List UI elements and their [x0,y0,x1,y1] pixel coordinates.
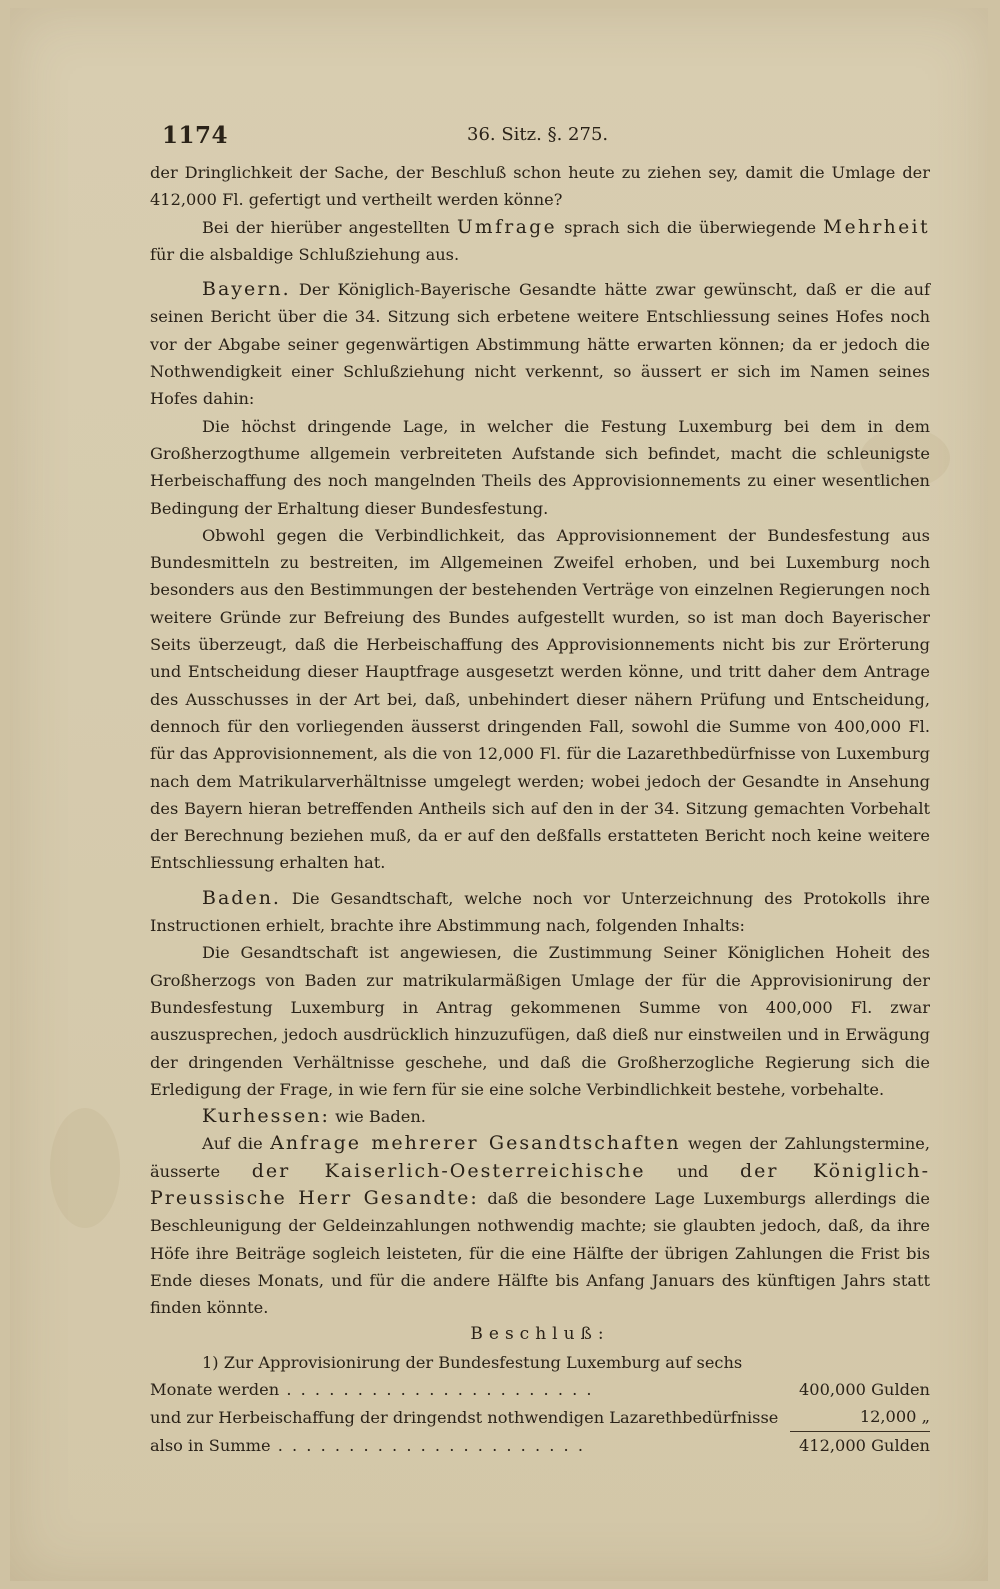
paragraph-lage: Die höchst dringende Lage, in welcher die Festung Luxemburg bei dem in dem Großherzogthume allgemein verbreiteten Aufstande sich befindet, macht die schleunigste Herbeischaffung des noch mangelnden Theils des Approvisionnements zu einer wesentlichen Bedingung der Erhaltung dieser Bundesfestung. [150,416,930,518]
emphasis-mehrheit: Mehrheit [823,216,931,238]
paragraph-obwohl: Obwohl gegen die Verbindlichkeit, das Approvisionnement der Bundesfestung aus Bundesmitteln zu bestreiten, im Allgemeinen Zweifel erhoben, und bei Luxemburg noch besonders aus den Bestimmungen der bestehenden Verträge von einzelnen Regierungen noch weitere Gründe zur Befreiung des Bundes aufgestellt wurden, so ist man doch Bayerischer Seits überzeugt, daß die Herbeischaffung des Approvisionnements nicht bis zur Erörterung und Entscheidung dieser Hauptfrage ausgesetzt werden könne, und tritt daher dem Antrage des Ausschusses in der Art bei, daß, unbehindert dieser nähern Prüfung und Entscheidung, dennoch für den vorliegenden äusserst dringenden Fall, sowohl die Summe von 400,000 Fl. für das Approvisionnement, als die von 12,000 Fl. für die Lazarethbedürfnisse von Luxemburg nach dem Matrikularverhältnisse umgelegt werden; wobei jedoch der Gesandte in Ansehung des Bayern hieran betreffenden Antheils sich auf den in der 34. Sitzung gemachten Vorbehalt der Berechnung beziehen muß, da er auf den deßfalls erstatteten Bericht noch keine weitere Entschliessung erhalten hat. [150,525,930,873]
sum-row [150,1403,930,1431]
page-header [162,122,942,156]
leader-dots [271,1436,585,1455]
text: sprach sich die überwiegende [557,217,824,237]
paragraph-baden [150,885,930,940]
text: wie Baden. [329,1107,426,1127]
paragraph-umfrage [150,214,930,269]
text: Der Königlich-Bayerische Gesandte hätte zwar gewünscht, daß er die auf seinen Bericht über die 34. Sitzung sich erbetene weitere Entschliessung seines Hofes noch vor der Abgabe seiner gegenwärtigen Abstimmung hätte erwarten können; da er jedoch die Nothwendigkeit einer Schlußziehung nicht verkennt, so äussert er sich im Namen seines Hofes dahin: [150,280,930,409]
sum-row-value: 12,000 „ [859,1407,930,1427]
text: Bei der hierüber angestellten [202,217,457,237]
text: also in Summe [150,1435,271,1455]
resolution-item-1: 1) Zur Approvisionirung der Bundesfestung Luxemburg auf sechs [202,1352,743,1372]
paragraph-anfrage [150,1130,930,1321]
text: daß die besondere Lage Luxemburgs allerdings die Beschleunigung der Geldeinzahlungen nothwendig machte; sie glaubten jedoch, daß, da ihre Höfe ihre Beiträge sogleich leisteten, für die eine Hälfte der übrigen Zahlungen die Frist bis Ende dieses Monats, und für die andere Hälfte bis Anfang Januars des künftigen Jahrs statt finden könnte. [150,1188,930,1318]
leader-dots [279,1380,593,1399]
text: Auf die [202,1134,271,1154]
sum-row-description [150,1376,790,1403]
emphasis-oesterreich: der Kaiserlich-Oesterreichische [251,1159,646,1182]
sum-row-total [150,1431,930,1459]
paragraph-continuation: der Dringlichkeit der Sache, der Beschluß schon heute zu ziehen sey, damit die Umlage der 412,000 Fl. gefertigt und vertheilt werden könne? [150,163,930,210]
text: Monate werden [150,1380,280,1400]
running-head: 36. Sitz. §. 275. [467,124,609,145]
paragraph-bayern [150,276,930,412]
sum-row-description [150,1431,790,1459]
text: wegen der Zahlungstermine, äusserte [150,1134,930,1181]
sum-row-value: 400,000 Gulden [799,1380,930,1400]
text: Die Gesandtschaft, welche noch vor Unterzeichnung des Protokolls ihre Instructionen erhielt, brachte ihre Abstimmung nach, folgenden Inhalts: [150,888,930,936]
document-body [150,159,930,1459]
text: für die alsbaldige Schlußziehung aus. [150,244,460,264]
state-label-kurhessen: Kurhessen: [202,1105,330,1128]
sum-total-value: 412,000 Gulden [790,1431,930,1459]
state-label-bayern: Bayern. [202,278,291,301]
beschluss-heading: Beschluß: [470,1324,610,1345]
page-number: 1174 [162,122,229,149]
paragraph-gesandtschaft: Die Gesandtschaft ist angewiesen, die Zustimmung Seiner Königlichen Hoheit des Großherzogs von Baden zur matrikularmäßigen Umlage der für die Approvisionirung der Bundesfestung Luxemburg in Antrag gekommenen Summe von 400,000 Fl. zwar auszusprechen, jedoch ausdrücklich hinzuzufügen, daß dieß nur einstweilen und in Erwägung der dringenden Verhältnisse geschehe, und daß die Großherzogliche Regierung sich die Erledigung der Frage, in wie fern für sie eine solche Verbindlichkeit bestehe, vorbehalte. [150,943,930,1099]
sum-table [150,1376,930,1459]
emphasis-umfrage: Umfrage [456,216,558,238]
state-label-baden: Baden. [202,886,281,909]
emphasis-preussen: der Königlich-Preussische Herr Gesandte: [150,1159,930,1209]
sum-row [150,1376,930,1403]
paragraph-kurhessen [150,1103,930,1130]
text: und [645,1161,740,1181]
emphasis-anfrage: Anfrage mehrerer Gesandtschaften [270,1132,681,1155]
sum-row-description: und zur Herbeischaffung der dringendst nothwendigen Lazarethbedürfnisse [150,1407,779,1427]
paper-stain [50,1108,120,1228]
